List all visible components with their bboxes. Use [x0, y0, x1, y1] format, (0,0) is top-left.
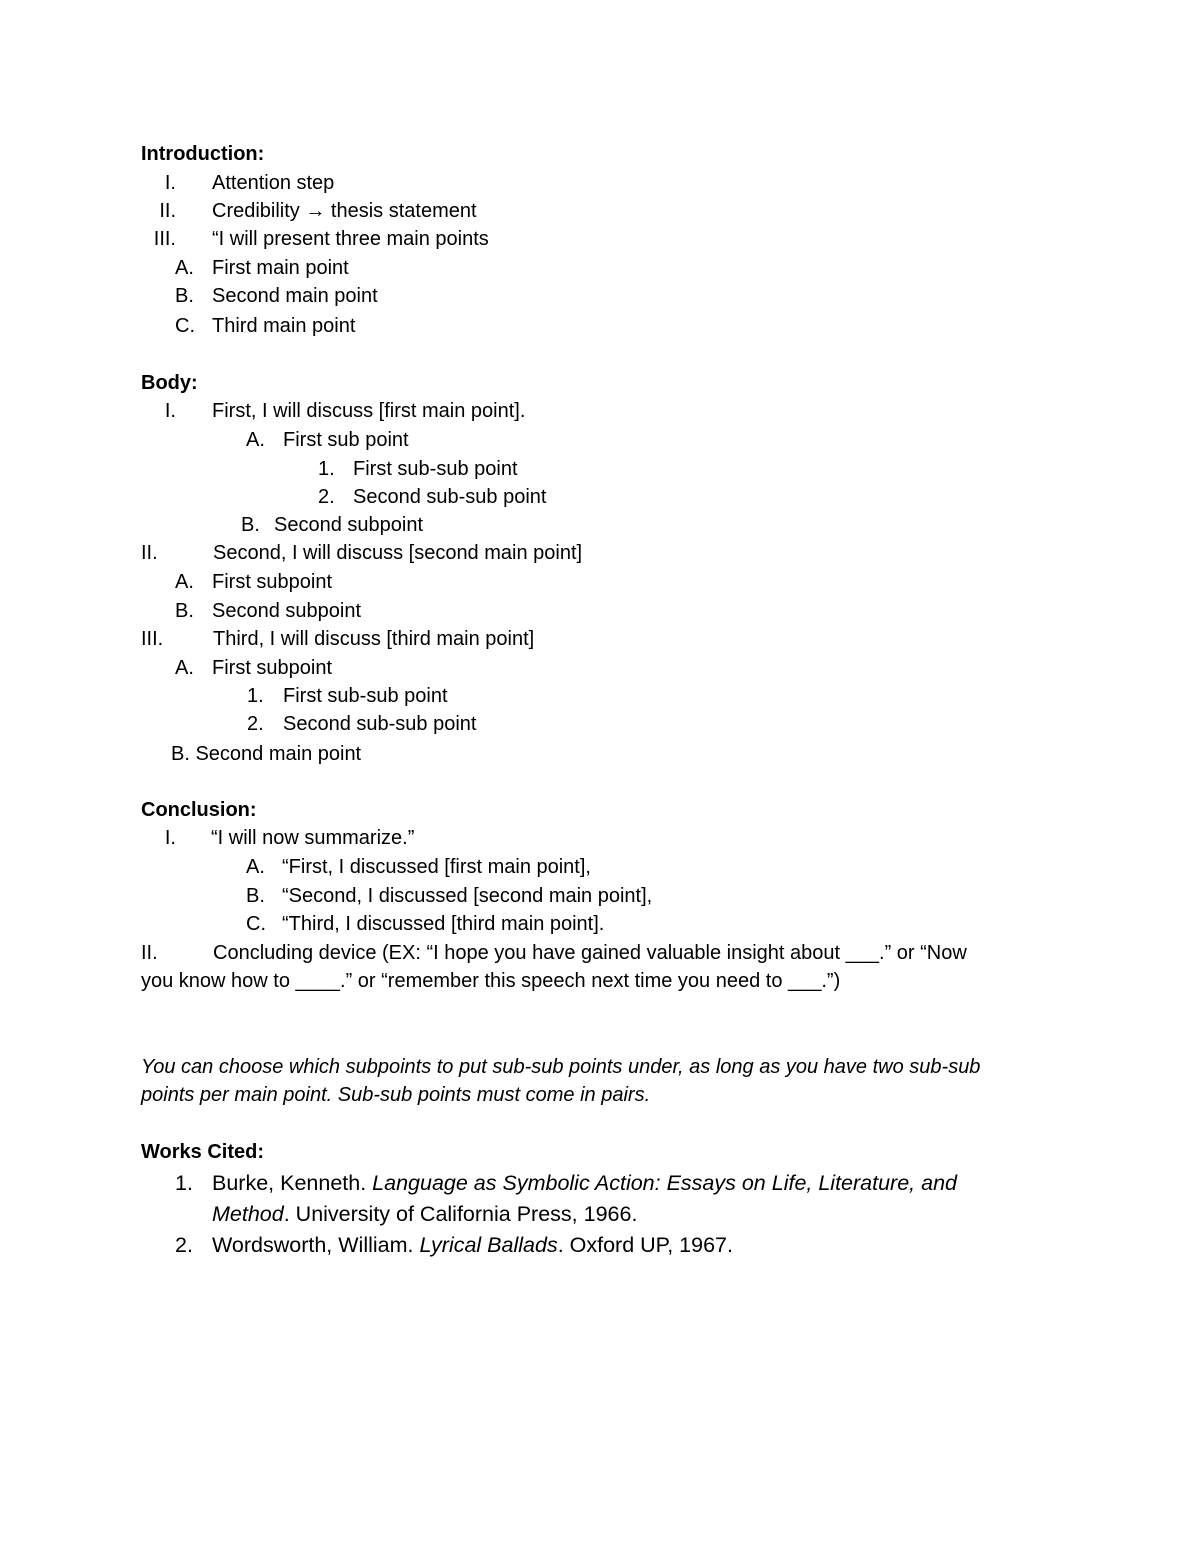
- conclusion-point-1: “I will now summarize.”: [211, 827, 415, 849]
- introduction-heading: Introduction:: [141, 143, 265, 165]
- conclusion-point-2-line-1: Concluding device (EX: “I hope you have gained valuable insight about ___.” or “Now: [213, 942, 967, 964]
- intro-item-3: “I will present three main points: [212, 228, 489, 250]
- conclusion-point-1-sub-b: “Second, I discussed [second main point],: [282, 885, 653, 907]
- intro-subitem-c-marker: C.: [175, 315, 195, 337]
- body-point-1-marker: I.: [164, 400, 176, 422]
- body-point-2: Second, I will discuss [second main point]: [213, 542, 583, 564]
- body-point-1-sub-a-1-marker: 1.: [318, 458, 335, 480]
- body-point-3-sub-a-2: Second sub-sub point: [283, 713, 477, 735]
- works-cited-entry-1-line-2: [212, 1201, 637, 1227]
- body-point-3-sub-a-2-marker: 2.: [247, 713, 264, 735]
- conclusion-point-1-sub-c: “Third, I discussed [third main point].: [282, 913, 605, 935]
- intro-subitem-a: First main point: [212, 257, 349, 279]
- note-line-1: You can choose which subpoints to put sub-sub points under, as long as you have two sub-sub: [141, 1056, 981, 1078]
- body-point-2-marker: II.: [141, 542, 158, 564]
- works-cited-entry-1-author: Burke, Kenneth.: [212, 1171, 373, 1195]
- works-cited-entry-1-title: Language as Symbolic Action: Essays on Life, Literature, and: [372, 1171, 957, 1195]
- works-cited-entry-1-publisher: . University of California Press, 1966.: [283, 1202, 638, 1226]
- intro-subitem-a-marker: A.: [175, 257, 194, 279]
- body-point-2-sub-b: Second subpoint: [212, 600, 362, 622]
- body-point-3-sub-a-1: First sub-sub point: [283, 685, 448, 707]
- body-heading: Body:: [141, 372, 198, 394]
- conclusion-point-1-sub-b-marker: B.: [246, 885, 265, 907]
- works-cited-entry-2-marker: 2.: [175, 1233, 193, 1257]
- works-cited-entry-2-publisher: . Oxford UP, 1967.: [557, 1233, 733, 1257]
- body-point-1-sub-b-marker: B.: [241, 514, 260, 536]
- works-cited-entry-1-line-1: [212, 1170, 957, 1196]
- conclusion-point-2-line-2: you know how to ____.” or “remember this speech next time you need to ___.”): [141, 970, 841, 992]
- body-point-3: Third, I will discuss [third main point]: [213, 628, 535, 650]
- intro-item-3-marker: III.: [153, 228, 176, 250]
- body-point-3-sub-b: B. Second main point: [171, 743, 362, 765]
- body-point-1-sub-a-marker: A.: [246, 429, 265, 451]
- intro-item-1-marker: I.: [164, 172, 176, 194]
- note-line-2: points per main point. Sub-sub points must come in pairs.: [141, 1084, 651, 1106]
- conclusion-point-1-sub-a-marker: A.: [246, 856, 265, 878]
- works-cited-entry-2-title: Lyrical Ballads: [419, 1233, 558, 1257]
- intro-subitem-b-marker: B.: [175, 285, 194, 307]
- works-cited-entry-2: [212, 1232, 733, 1258]
- works-cited-entry-1-title-cont: Method: [212, 1202, 284, 1226]
- conclusion-point-1-marker: I.: [164, 827, 176, 849]
- intro-item-2: Credibility → thesis statement: [212, 200, 477, 222]
- body-point-2-sub-a-marker: A.: [175, 571, 194, 593]
- body-point-2-sub-b-marker: B.: [175, 600, 194, 622]
- body-point-2-sub-a: First subpoint: [212, 571, 333, 593]
- intro-item-1: Attention step: [212, 172, 335, 194]
- conclusion-point-1-sub-a: “First, I discussed [first main point],: [282, 856, 591, 878]
- conclusion-heading: Conclusion:: [141, 799, 257, 821]
- body-point-1-sub-b: Second subpoint: [274, 514, 424, 536]
- works-cited-heading: Works Cited:: [141, 1141, 264, 1163]
- works-cited-entry-1-marker: 1.: [175, 1171, 193, 1195]
- body-point-3-sub-a: First subpoint: [212, 657, 333, 679]
- intro-subitem-b: Second main point: [212, 285, 378, 307]
- works-cited-entry-2-author: Wordsworth, William.: [212, 1233, 420, 1257]
- conclusion-point-1-sub-c-marker: C.: [246, 913, 266, 935]
- conclusion-point-2-marker: II.: [141, 942, 158, 964]
- body-point-1-sub-a-1: First sub-sub point: [353, 458, 518, 480]
- body-point-3-sub-a-marker: A.: [175, 657, 194, 679]
- body-point-3-marker: III.: [141, 628, 164, 650]
- body-point-1-sub-a-2: Second sub-sub point: [353, 486, 547, 508]
- intro-item-2-marker: II.: [159, 200, 176, 222]
- body-point-1-sub-a-2-marker: 2.: [318, 486, 335, 508]
- body-point-1: First, I will discuss [first main point].: [212, 400, 526, 422]
- body-point-1-sub-a: First sub point: [283, 429, 409, 451]
- body-point-3-sub-a-1-marker: 1.: [247, 685, 264, 707]
- intro-subitem-c: Third main point: [212, 315, 356, 337]
